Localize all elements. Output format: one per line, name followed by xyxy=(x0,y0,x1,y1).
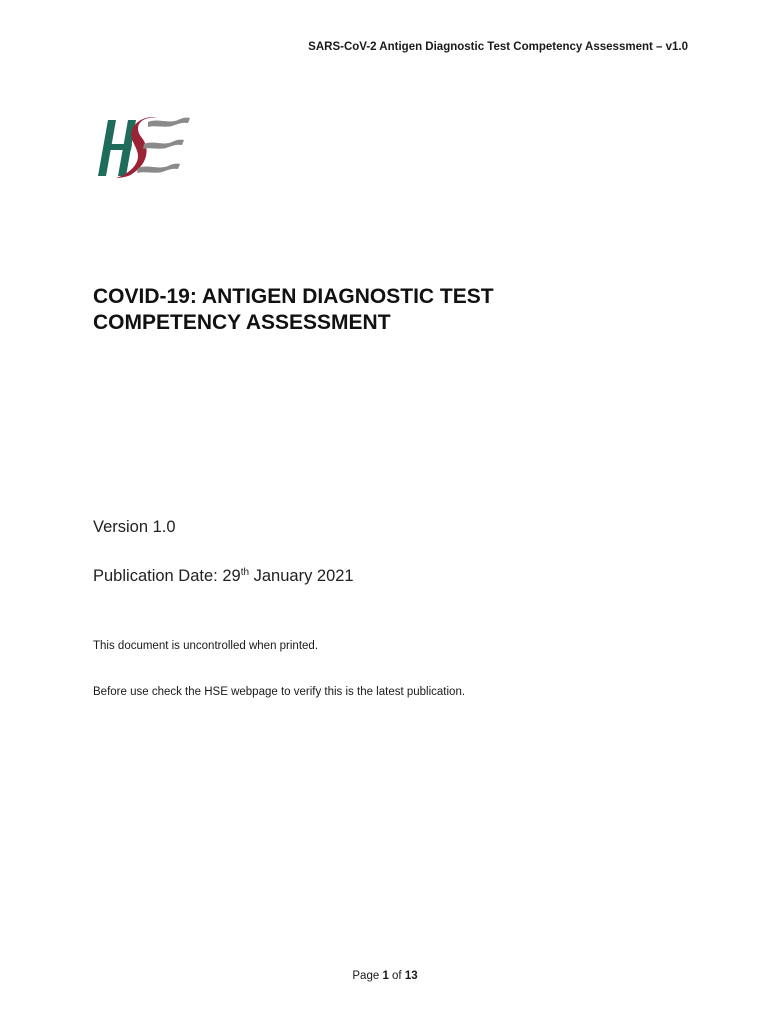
page-footer xyxy=(0,970,770,982)
uncontrolled-notice: This document is uncontrolled when printed. xyxy=(93,640,319,652)
publication-date xyxy=(93,567,354,586)
footer-page-word: Page xyxy=(352,970,383,982)
latest-publication-notice: Before use check the HSE webpage to verify this is the latest publication. xyxy=(93,686,466,698)
title-line-1: COVID-19: ANTIGEN DIAGNOSTIC TEST xyxy=(93,285,494,308)
footer-page-number: 1 xyxy=(382,970,389,982)
title-line-2: COMPETENCY ASSESSMENT xyxy=(93,311,391,334)
publication-date-ordinal: th xyxy=(240,567,250,578)
footer-of-word: of xyxy=(388,970,405,982)
publication-date-prefix: Publication Date: 29 xyxy=(93,567,241,585)
hse-logo xyxy=(98,112,194,182)
running-header: SARS-CoV-2 Antigen Diagnostic Test Competency Assessment – v1.0 xyxy=(308,41,688,53)
publication-date-suffix: January 2021 xyxy=(249,567,354,585)
document-title xyxy=(93,284,693,336)
version-text: Version 1.0 xyxy=(93,518,176,536)
footer-page-total: 13 xyxy=(404,970,418,982)
hse-logo-icon xyxy=(98,112,194,182)
